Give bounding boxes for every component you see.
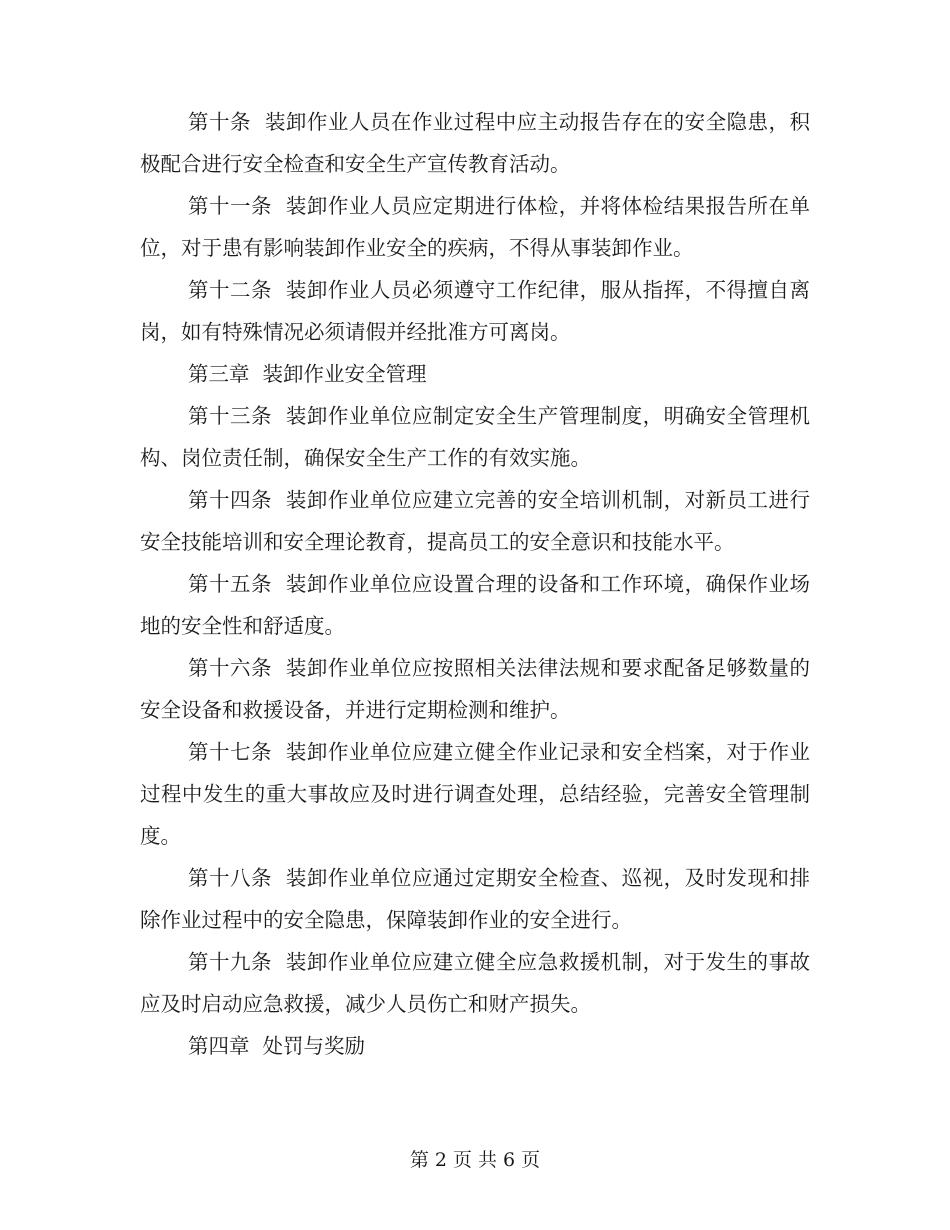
paragraph-article-14: 第十四条 装卸作业单位应建立完善的安全培训机制，对新员工进行安全技能培训和安全理论教育，提高员工的安全意识和技能水平。 — [140, 488, 810, 554]
document-body — [140, 101, 810, 1067]
page-number-footer: 第 2 页 共 6 页 — [409, 1149, 541, 1171]
paragraph-article-12: 第十二条 装卸作业人员必须遵守工作纪律，服从指挥，不得擅自离岗，如有特殊情况必须请假并经批准方可离岗。 — [140, 278, 810, 344]
paragraph-article-18: 第十八条 装卸作业单位应通过定期安全检查、巡视，及时发现和排除作业过程中的安全隐患，保障装卸作业的安全进行。 — [140, 866, 810, 932]
chapter-3-heading: 第三章 装卸作业安全管理 — [188, 362, 427, 386]
paragraph-article-10: 第十条 装卸作业人员在作业过程中应主动报告存在的安全隐患，积极配合进行安全检查和安全生产宣传教育活动。 — [140, 110, 810, 176]
paragraph-article-13: 第十三条 装卸作业单位应制定安全生产管理制度，明确安全管理机构、岗位责任制，确保安全生产工作的有效实施。 — [140, 404, 810, 470]
chapter-4-heading: 第四章 处罚与奖励 — [188, 1034, 366, 1058]
paragraph-article-16: 第十六条 装卸作业单位应按照相关法律法规和要求配备足够数量的安全设备和救援设备，并进行定期检测和维护。 — [140, 656, 810, 722]
paragraph-article-17: 第十七条 装卸作业单位应建立健全作业记录和安全档案，对于作业过程中发生的重大事故应及时进行调查处理，总结经验，完善安全管理制度。 — [140, 740, 810, 848]
paragraph-article-19: 第十九条 装卸作业单位应建立健全应急救援机制，对于发生的事故应及时启动应急救援，减少人员伤亡和财产损失。 — [140, 950, 810, 1016]
paragraph-article-11: 第十一条 装卸作业人员应定期进行体检，并将体检结果报告所在单位，对于患有影响装卸作业安全的疾病，不得从事装卸作业。 — [140, 194, 810, 260]
paragraph-article-15: 第十五条 装卸作业单位应设置合理的设备和工作环境，确保作业场地的安全性和舒适度。 — [140, 572, 810, 638]
